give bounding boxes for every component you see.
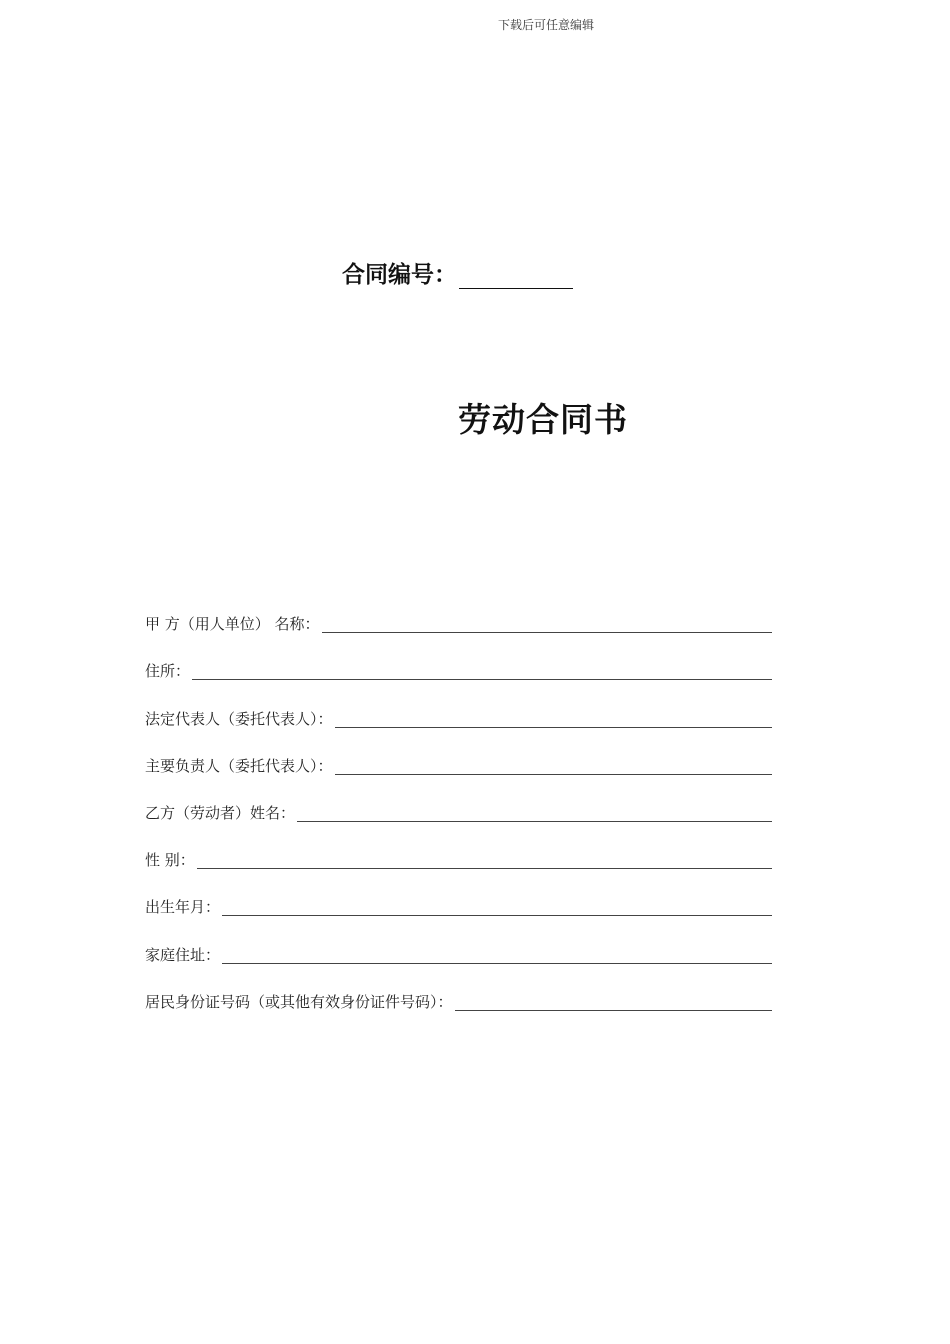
field-birth-date [145, 889, 772, 936]
header-note: 下载后可任意编辑 [497, 18, 594, 32]
field-label: 法定代表人（委托代表人）： [145, 709, 333, 728]
document-title: 劳动合同书 [458, 400, 628, 439]
field-id-number [145, 984, 772, 1031]
field-label: 甲 方（用人单位） 名称： [145, 615, 320, 634]
field-label: 出生年月： [145, 898, 221, 917]
fill-in-blank[interactable] [335, 713, 772, 728]
field-label: 居民身份证号码（或其他有效身份证件号码）： [145, 992, 453, 1011]
field-employee-name [145, 795, 772, 842]
contract-number [342, 256, 573, 289]
fill-in-blank[interactable] [222, 949, 772, 964]
field-employer-name [145, 606, 772, 653]
field-label: 主要负责人（委托代表人）： [145, 756, 333, 775]
field-principal-person [145, 748, 772, 795]
party-info-fields [145, 606, 772, 1031]
fill-in-blank[interactable] [222, 901, 772, 916]
field-label: 乙方（劳动者）姓名： [145, 803, 296, 822]
field-home-address [145, 936, 772, 983]
contract-number-blank[interactable] [459, 266, 573, 289]
fill-in-blank[interactable] [192, 665, 772, 680]
field-label: 家庭住址： [145, 945, 221, 964]
field-legal-representative [145, 700, 772, 747]
fill-in-blank[interactable] [455, 996, 772, 1011]
contract-number-label: 合同编号： [342, 262, 457, 288]
field-label: 性 别： [145, 851, 195, 870]
field-label: 住所： [145, 662, 191, 681]
fill-in-blank[interactable] [335, 760, 772, 775]
fill-in-blank[interactable] [322, 618, 772, 633]
field-gender [145, 842, 772, 889]
fill-in-blank[interactable] [197, 854, 772, 869]
field-employer-address [145, 653, 772, 700]
fill-in-blank[interactable] [297, 807, 772, 822]
